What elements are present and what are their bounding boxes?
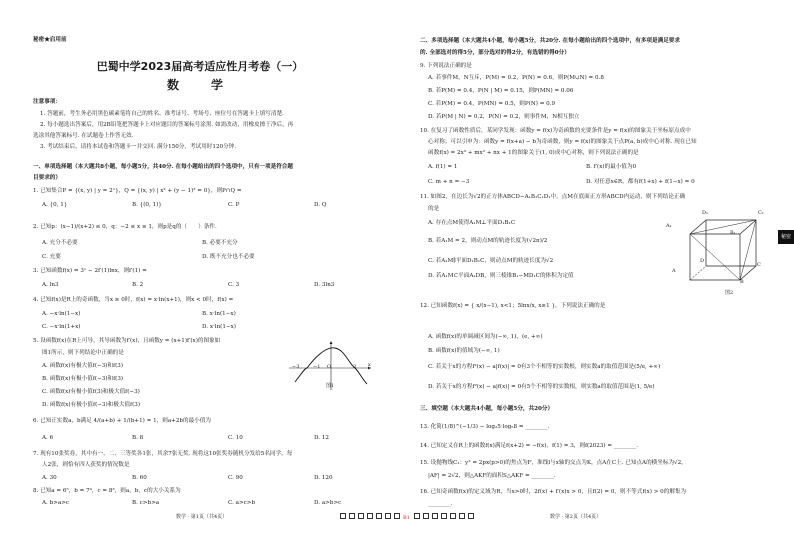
q7-stem: 7. 现有10张奖券，其中有一、二、三等奖各1张，其余7张无奖. 现将这10张奖券随机分发给5名同学，每 [33, 451, 293, 457]
q11-option-a: A. 存在点M使得A₁M⊥平面D₁B₁C [428, 220, 516, 226]
q1-option-c: C. P [228, 202, 240, 208]
figure-1-tick: −3 [292, 364, 300, 370]
q11-option-d: D. 若A₁M⊂平面A₁DB，则三棱锥B₁−MD₁C的体积为定值 [428, 273, 574, 279]
figure-2-cube [682, 210, 766, 290]
q10-option-b: B. f′(x)的最小值为0 [586, 164, 637, 170]
note-item: 1. 答题前，考生务必用黑色碳素笔将自己的姓名、准考证号、考场号、座位号在答题卡上填写清楚. [40, 111, 284, 117]
q7-stem-cont: 人2张，则恰有四人获奖的情况数是 [42, 462, 130, 468]
figure-1-origin: O [327, 364, 332, 370]
note-item: 3. 考试结束后，请将本试卷和答题卡一并交回. 满分150分，考试用时120分钟. [40, 144, 237, 150]
figure-1-label: 图1 [326, 383, 335, 389]
q8-option-b: B. c>b>a [132, 500, 160, 506]
figure-2-vertex: A₁ [666, 223, 672, 229]
section1-heading: 一、单项选择题（本大题共8小题，每小题5分，共40分. 在每小题给出的四个选项中，只有一项是符合题 [33, 164, 293, 170]
footer-left-page: 数学 · 第1页（共4页） [176, 514, 228, 520]
q10-option-d: D. 对任意x∈R，都有f(1+x) + f(1−x) = 0 [586, 179, 695, 185]
right-page [400, 0, 794, 544]
q1-option-a: A. {0, 1} [42, 202, 68, 208]
q4-option-a: A. −x·ln(1−x) [42, 311, 81, 317]
notes-heading: 注意事项： [33, 99, 61, 105]
q1-option-d: D. Q [314, 202, 327, 208]
q2-option-d: D. 既不充分也不必要 [202, 254, 255, 260]
q15-stem-cont: |AF| = 2√2，则△AKF的面积S△AKF = ________. [428, 473, 556, 479]
q2-option-a: A. 充分不必要 [42, 240, 78, 246]
confidential-label: 秘密★启用前 [33, 37, 67, 43]
q12-option-b: B. 函数f(x)的值域为(−∞, 1) [428, 348, 500, 354]
q2-option-c: C. 充要 [42, 254, 61, 260]
q8-option-c: C. a>c>b [228, 500, 256, 506]
figure-2-vertex: B [740, 279, 744, 285]
q5-option-a: A. 函数f(x)有极大值f(−3)和f(3) [42, 363, 124, 369]
q4-option-b: B. x·ln(1−x) [202, 311, 236, 317]
q7-option-a: A. 30 [42, 475, 57, 481]
q2-stem: 2. 已知p：(x−1)/(x+2) ≤ 0，q：−2 ≤ x ≤ 1，则p是q的（ ）条件. [33, 224, 217, 230]
section1-heading-cont: 目要求的） [33, 175, 61, 181]
section2-heading: 二、多项选择题（本大题共4小题，每小题5分，共20分. 在每小题给出的四个选项中，有多项是满足要求 [420, 38, 680, 44]
q2-option-b: B. 必要不充分 [202, 240, 238, 246]
q6-option-c: C. 10 [228, 435, 243, 441]
q4-stem: 4. 已知f(x)是R上的奇函数，当x ≥ 0时，f(x) = x·ln(x+1)，则x < 0时，f(x) = [33, 297, 234, 303]
q10-option-c: C. m + n = −3 [428, 179, 470, 185]
q3-option-c: C. 3 [228, 282, 240, 288]
q4-option-d: D. x·ln(1−x) [202, 324, 236, 330]
q8-stem: 8. 已知a = 6⁵，b = 7⁴，c = 8³，则a，b，c的大小关系为 [33, 488, 181, 494]
q5-option-b: B. 函数f(x)有极小值f(−3)和f(3) [42, 376, 124, 382]
q12-option-d: D. 若关于x的方程f²(x) − a|f(x)| = 0有5个不相等的实数根，则实数a的取值范围是(1, 5/e) [428, 384, 655, 390]
figure-2-vertex: A [672, 268, 676, 274]
q15-stem: 15. 设抛物线C₁：y² = 2px(p>0)的焦点为F，准线l与x轴的交点为K，点A在C上. 已知点A的横坐标为√2， [420, 460, 687, 466]
q12-option-a: A. 函数f(x)的单调减区间为(−∞, 1)，(e, +∞) [428, 334, 543, 340]
q6-option-d: D. 12 [314, 435, 329, 441]
figure-1-tick: −1 [313, 364, 321, 370]
q8-option-a: A. b>a>c [42, 500, 70, 506]
q11-option-b: B. 若A₁M = 2，则动点M的轨迹长度为(√2π)/2 [428, 238, 548, 244]
q10-stem-cont2: 函数f(x) = 2x³ + mx² + nx + 1的图象关于(1, 0)成中心对称，则下列说法正确的是 [428, 150, 639, 156]
q10-stem: 10. 在复习了函数性质后，某同学发现：函数y = f(x)为奇函数的充要条件是y = f(x)的图象关于坐标原点成中 [420, 128, 691, 134]
section3-heading: 三、填空题（本大题共4小题，每小题5分，共20分） [420, 406, 554, 412]
q8-option-d: D. a>b>c [314, 500, 342, 506]
note-item: 选涂其他答案标号. 在试题卷上作答无效. [33, 133, 134, 139]
q1-option-b: B. {(0, 1)} [132, 202, 162, 208]
q9-option-d: D. 若P(M | N) = 0.2，P(N) = 0.2，则事件M，N相互独立 [428, 114, 580, 120]
figure-2-label: 图2 [725, 290, 734, 296]
q10-stem-cont: 心对称；可以引申为：函数y = f(x+a) − b为奇函数，则y = f(x)的图象关于点P(a, b)成中心对称. 现在已知 [428, 139, 697, 145]
q16-stem-cont: ________. [428, 501, 453, 507]
q12-stem: 12. 已知函数f(x) = { x/(x−1), x<1；5lnx/x, x≥1 }，下列说法正确的是 [420, 303, 606, 309]
q9-option-a: A. 若事件M，N互斥，P(M) = 0.2，P(N) = 0.6，则P(M∪N) = 0.8 [428, 75, 604, 81]
q6-stem: 6. 已知正实数a，b满足 4/(a+b) + 1/(b+1) = 1，则a+2b的最小值为 [33, 418, 211, 424]
q12-option-c: C. 若关于x的方程f²(x) − a|f(x)| = 0有3个不相等的实数根，则实数a的取值范围是(5/e, +∞) [428, 364, 661, 370]
figure-2-vertex: C₁ [758, 210, 764, 216]
q9-option-c: C. 若P(M) = 0.4，P(MN) = 0.5，则P(N) = 0.9 [428, 101, 556, 107]
q5-option-c: C. 函数f(x)有极小值f(3)和极大值f(−3) [42, 389, 140, 395]
figure-2-vertex: C [757, 262, 761, 268]
q4-option-c: C. −x·ln(1+x) [42, 324, 81, 330]
q6-option-a: A. 6 [42, 435, 54, 441]
subject-title: 数 学 [166, 78, 233, 92]
q7-option-b: B. 60 [132, 475, 147, 481]
q10-option-a: A. f(1) = 1 [428, 164, 458, 170]
figure-1-axis-label: x [368, 362, 371, 368]
section2-heading-cont: 的. 全部选对的得5分，部分选对的得2分，有选错的得0分） [420, 50, 570, 56]
note-item: 2. 每小题选出答案后，用2B铅笔把答题卡上对应题目的答案标号涂黑. 如需改动，用橡皮擦干净后，再 [40, 122, 294, 128]
figure-2-vertex: B₁ [730, 230, 736, 236]
q3-option-a: A. ln3 [42, 282, 59, 288]
q3-option-b: B. 2 [132, 282, 144, 288]
q5-stem: 5. 设函数f(x)在R上可导，其导函数为f′(x)，且函数y = (x+1)f′(x)的图象如 [33, 338, 221, 344]
q11-stem-cont: 的是 [428, 206, 440, 212]
q7-option-c: C. 90 [228, 475, 243, 481]
q7-option-d: D. 120 [314, 475, 333, 481]
footer-right-page: 数学 · 第2页（共4页） [550, 514, 602, 520]
q3-stem: 3. 已知函数f(x) = 3ˣ − 2f′(1)lnx，则f′(1) = [33, 268, 147, 274]
q16-stem: 16. 已知奇函数f(x)的定义域为R，当x>0时，2f(x) + f′(x)x > 0，且f(2) = 0，则不等式f(x) > 0的解集为 [420, 489, 687, 495]
q5-option-d: D. 函数f(x)有极小值f(−3)和极大值f(3) [42, 402, 141, 408]
q11-option-c: C. 若A₁M∥平面D₁B₁C，则动点M的轨迹长度为√2 [428, 258, 554, 264]
q1-stem: 1. 已知集合P = {(x, y) | y = 2ˣ}，Q = {(x, y) | x² + (y − 1)² = 0}，则P∩Q = [33, 188, 242, 194]
q9-stem: 9. 下列说法正确的是 [420, 63, 472, 69]
q13-stem: 13. 化简(1/8)^(−1/3) − log₂5·log₅8 = ________. [420, 424, 550, 430]
side-tab: 秘密 [778, 230, 794, 244]
q6-option-b: B. 8 [132, 435, 144, 441]
figure-1-tick: 3 [353, 364, 357, 370]
q11-stem: 11. 如图2，在边长为√2的正方体ABCD−A₁B₁C₁D₁中，点M在底面正方形ABCD内运动，则下列结论正确 [420, 194, 686, 200]
center-mark-code: B1 [403, 515, 410, 521]
q14-stem: 14. 已知定义在R上的函数f(x)满足f(x+2) = −f(x)，f(1) = 3，则f(2023) = ________. [420, 443, 639, 449]
q3-option-d: D. 3ln3 [314, 282, 335, 288]
exam-title: 巴蜀中学2023届高考适应性月考卷（一） [96, 60, 304, 73]
figure-2-vertex: D₁ [702, 210, 709, 216]
q9-option-b: B. 若P(M) = 0.4，P(N | M) = 0.15，则P(MN) = 0.06 [428, 88, 574, 94]
q5-stem-cont: 图1所示，则下列结论中正确的是 [42, 350, 124, 356]
figure-2-vertex: D [700, 258, 705, 264]
